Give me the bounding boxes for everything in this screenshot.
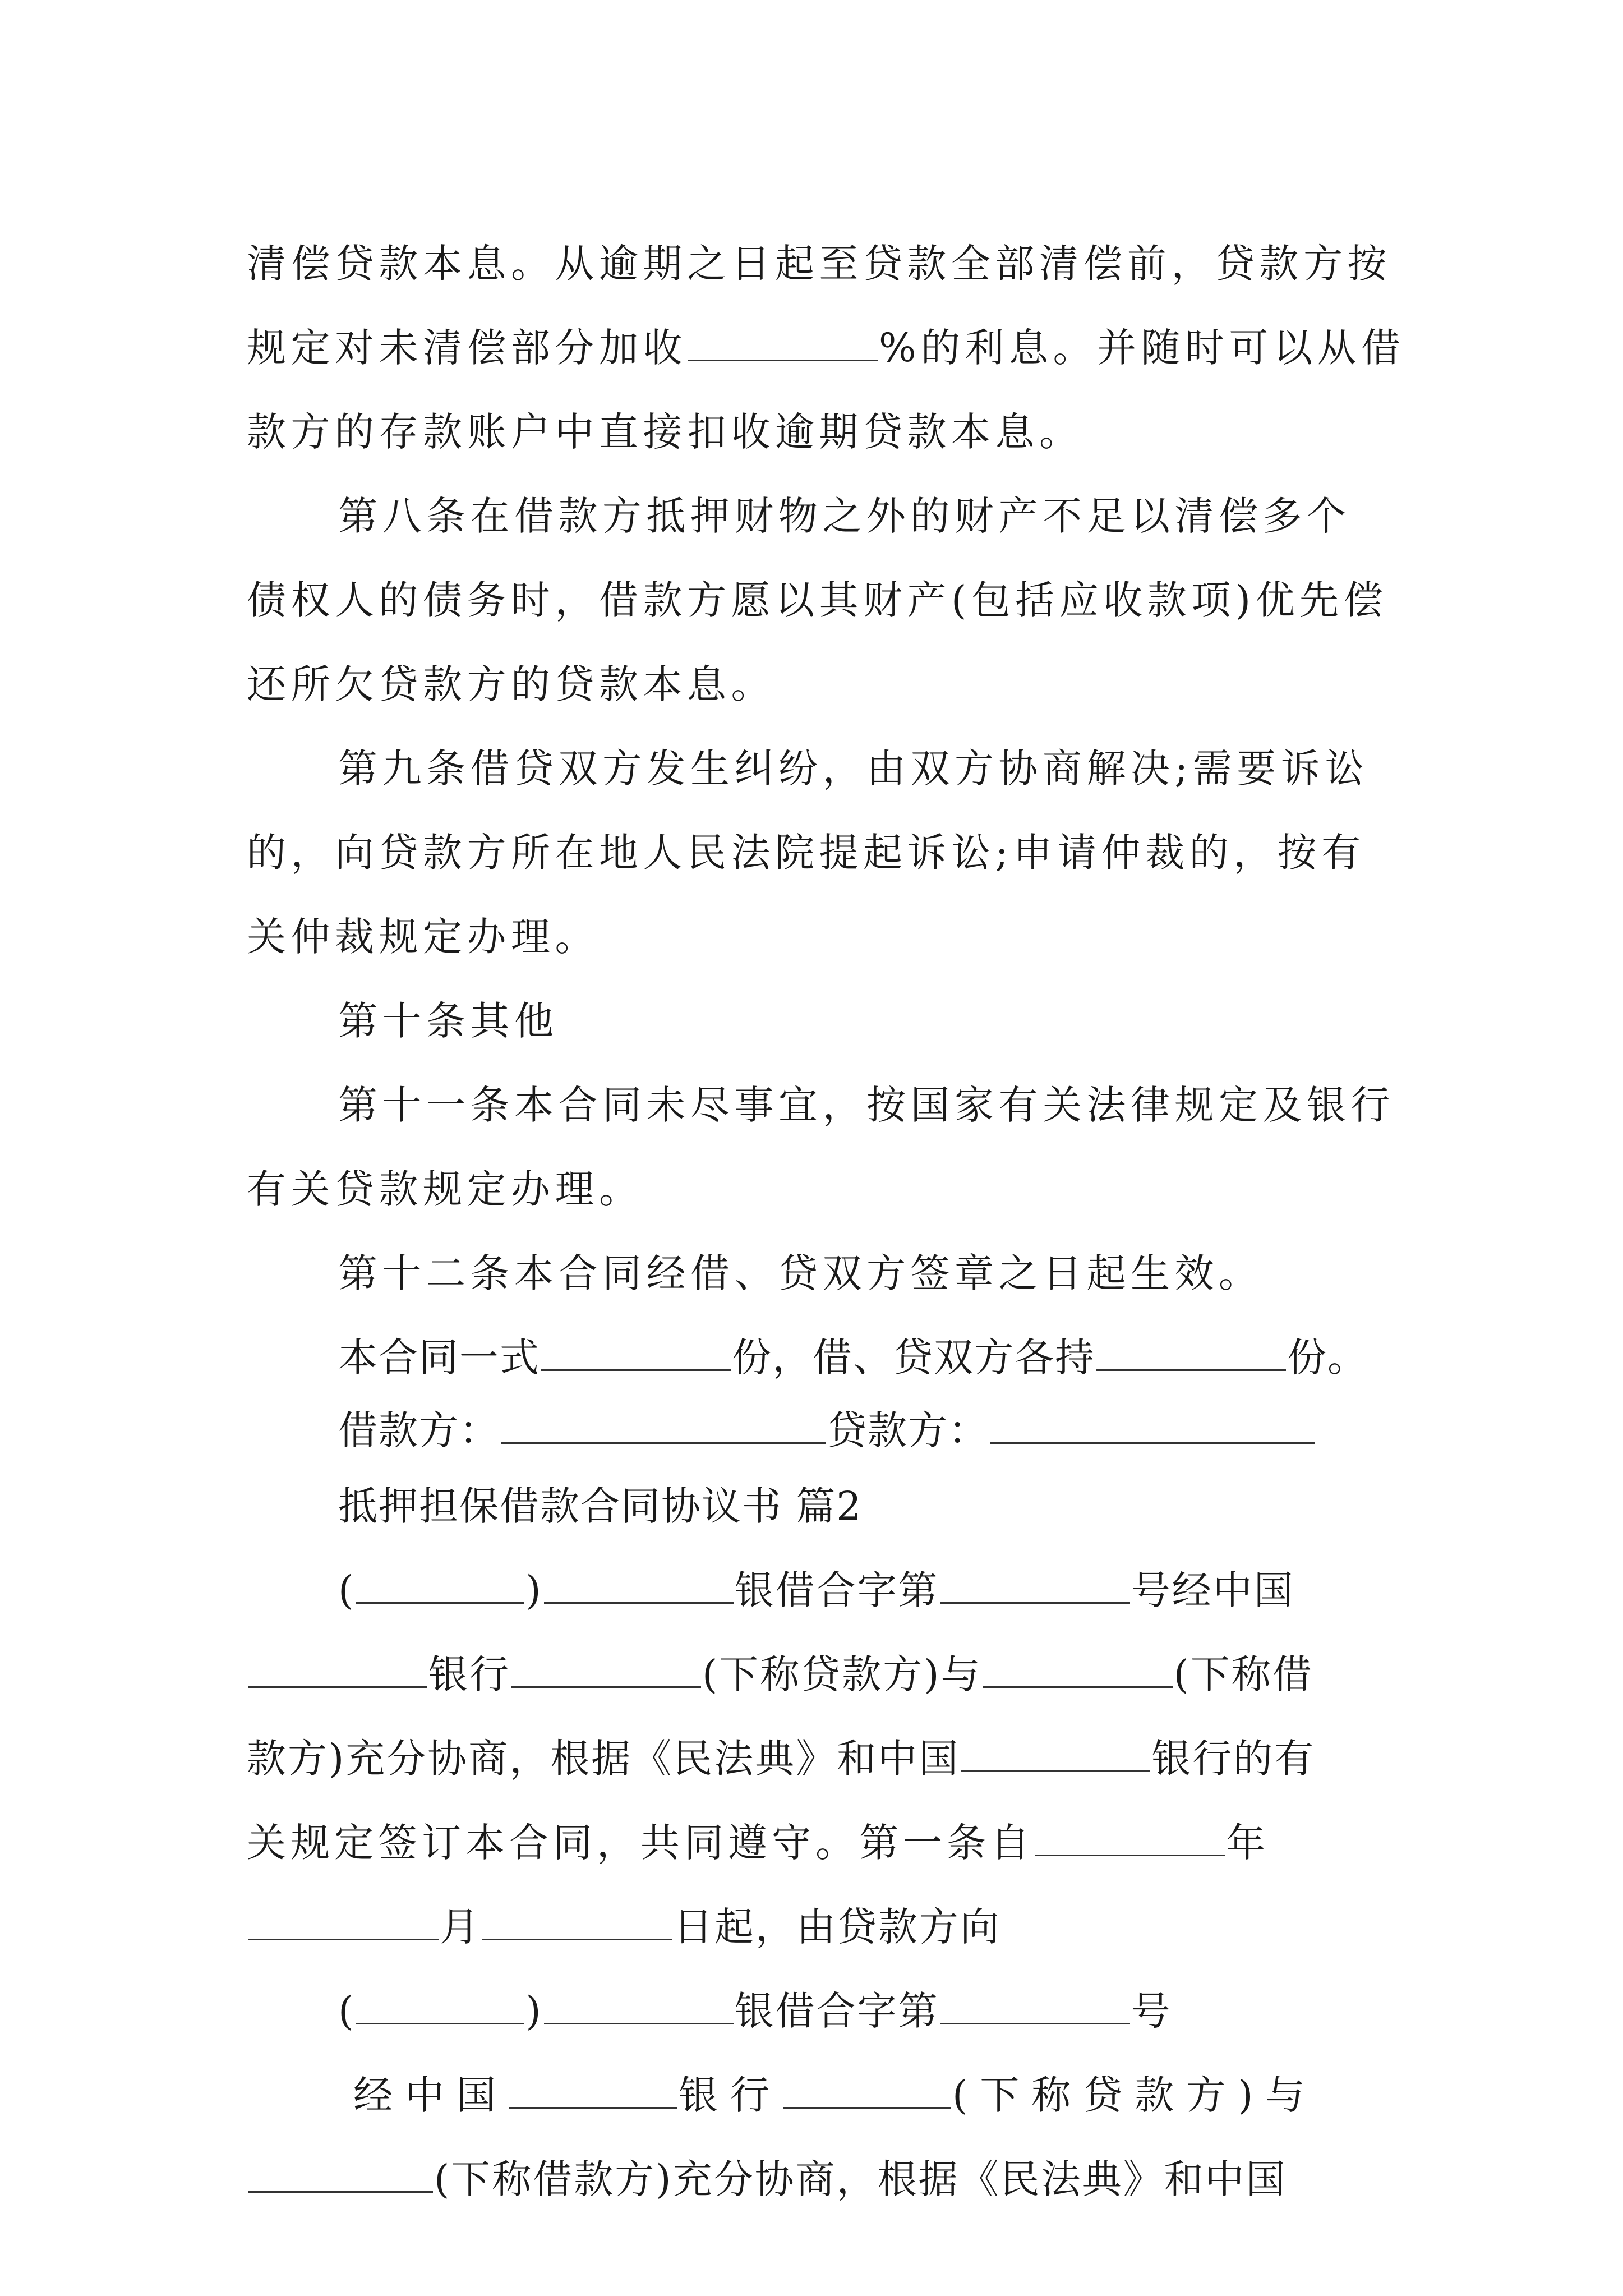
paragraph-line [338, 488, 1471, 544]
text-segment: 银借合字第 [734, 1567, 939, 1613]
fill-in-blank[interactable] [1035, 1820, 1225, 1856]
paragraph-line [247, 236, 1391, 292]
paragraph-line [247, 1899, 1380, 1955]
fill-in-blank[interactable] [248, 2156, 433, 2193]
paragraph-line [247, 1161, 1380, 1217]
fill-in-blank[interactable] [940, 1567, 1130, 1604]
paragraph-line [247, 656, 1380, 712]
paragraph-line [247, 572, 1388, 628]
text-segment: 经中国 [353, 2072, 508, 2118]
fill-in-blank[interactable] [511, 1651, 701, 1688]
fill-in-blank[interactable] [544, 1988, 734, 2024]
text-segment: ) [525, 1567, 543, 1613]
text-segment: 有关贷款规定办理。 [247, 1166, 643, 1212]
text-segment: 第八条在借款方抵押财物之外的财产不足以清偿多个 [338, 493, 1351, 539]
text-segment: ) [525, 1988, 543, 2034]
text-segment: 抵押担保借款合同协议书 篇2 [338, 1483, 863, 1529]
fill-in-blank[interactable] [961, 1736, 1150, 1772]
text-segment: ( [338, 1988, 356, 2034]
text-segment: 的，向贷款方所在地人民法院提起诉讼;申请仲裁的，按有 [247, 830, 1366, 876]
paragraph-line [338, 1402, 1471, 1458]
text-segment: 银行 [428, 1651, 510, 1697]
text-segment: 号 [1131, 1988, 1172, 2034]
paragraph-line [247, 1815, 1380, 1871]
paragraph-line [247, 320, 1405, 376]
fill-in-blank[interactable] [501, 1407, 826, 1444]
fill-in-blank[interactable] [544, 1567, 734, 1604]
paragraph-line [353, 2067, 1486, 2123]
text-segment: 第十条其他 [338, 998, 559, 1044]
text-segment: 银借合字第 [734, 1988, 939, 2034]
fill-in-blank[interactable] [356, 1567, 524, 1604]
text-segment: 款方的存款账户中直接扣收逾期贷款本息。 [247, 409, 1083, 455]
text-segment: 款方)充分协商，根据《民法典》和中国 [247, 1736, 960, 1782]
text-segment: (下称贷款方)与 [952, 2072, 1317, 2118]
paragraph-line [338, 1562, 1471, 1618]
paragraph-line [338, 1329, 1471, 1386]
fill-in-blank[interactable] [541, 1335, 731, 1371]
paragraph-line [247, 1731, 1380, 1787]
paragraph-line [247, 909, 1380, 965]
fill-in-blank[interactable] [983, 1651, 1173, 1688]
text-segment: (下称贷款方)与 [702, 1651, 982, 1697]
paragraph-line [247, 2151, 1380, 2207]
text-segment: 年 [1226, 1820, 1270, 1866]
section-heading [338, 1478, 1471, 1534]
fill-in-blank[interactable] [940, 1988, 1130, 2024]
paragraph-line [338, 993, 1471, 1049]
paragraph-line [247, 1646, 1380, 1703]
text-segment: 贷款方： [827, 1407, 989, 1453]
text-segment: 规定对未清偿部分加收 [247, 325, 687, 371]
text-segment: 份，借、贷双方各持 [732, 1335, 1095, 1381]
text-segment: 还所欠贷款方的贷款本息。 [247, 661, 775, 707]
paragraph-line [247, 825, 1380, 881]
fill-in-blank[interactable] [990, 1407, 1315, 1444]
text-segment: (下称借 [1173, 1651, 1313, 1697]
text-segment: 份。 [1287, 1335, 1368, 1381]
text-segment: (下称借款方)充分协商，根据《民法典》和中国 [434, 2156, 1287, 2202]
fill-in-blank[interactable] [482, 1904, 672, 1940]
paragraph-line [338, 1077, 1471, 1133]
fill-in-blank[interactable] [783, 2072, 951, 2109]
fill-in-blank[interactable] [356, 1988, 524, 2024]
text-segment: ( [338, 1567, 356, 1613]
text-segment: 债权人的债务时，借款方愿以其财产(包括应收款项)优先偿 [247, 577, 1388, 623]
text-segment: 第十一条本合同未尽事宜，按国家有关法律规定及银行 [338, 1082, 1395, 1128]
text-segment: 清偿贷款本息。从逾期之日起至贷款全部清偿前，贷款方按 [247, 241, 1391, 287]
text-segment: 号经中国 [1131, 1567, 1295, 1613]
paragraph-line [338, 1983, 1471, 2039]
text-segment: 银行 [679, 2072, 782, 2118]
paragraph-line [338, 740, 1471, 797]
fill-in-blank[interactable] [248, 1904, 439, 1940]
text-segment: 本合同一式 [338, 1335, 540, 1381]
paragraph-line [338, 1245, 1471, 1301]
fill-in-blank[interactable] [509, 2072, 677, 2109]
fill-in-blank[interactable] [1096, 1335, 1286, 1371]
fill-in-blank[interactable] [688, 325, 878, 361]
text-segment: 借款方： [338, 1407, 500, 1453]
text-segment: 第十二条本合同经借、贷双方签章之日起生效。 [338, 1250, 1263, 1296]
fill-in-blank[interactable] [248, 1651, 427, 1688]
text-segment: 关仲裁规定办理。 [247, 914, 599, 960]
text-segment: 银行的有 [1151, 1736, 1316, 1782]
text-segment: 月 [440, 1904, 481, 1950]
paragraph-line [247, 404, 1380, 460]
text-segment: 第九条借贷双方发生纠纷，由双方协商解决;需要诉讼 [338, 746, 1369, 792]
text-segment: %的利息。并随时可以从借 [879, 325, 1405, 371]
text-segment: 日起，由贷款方向 [674, 1904, 1001, 1950]
text-segment: 关规定签订本合同，共同遵守。第一条自 [247, 1820, 1034, 1866]
